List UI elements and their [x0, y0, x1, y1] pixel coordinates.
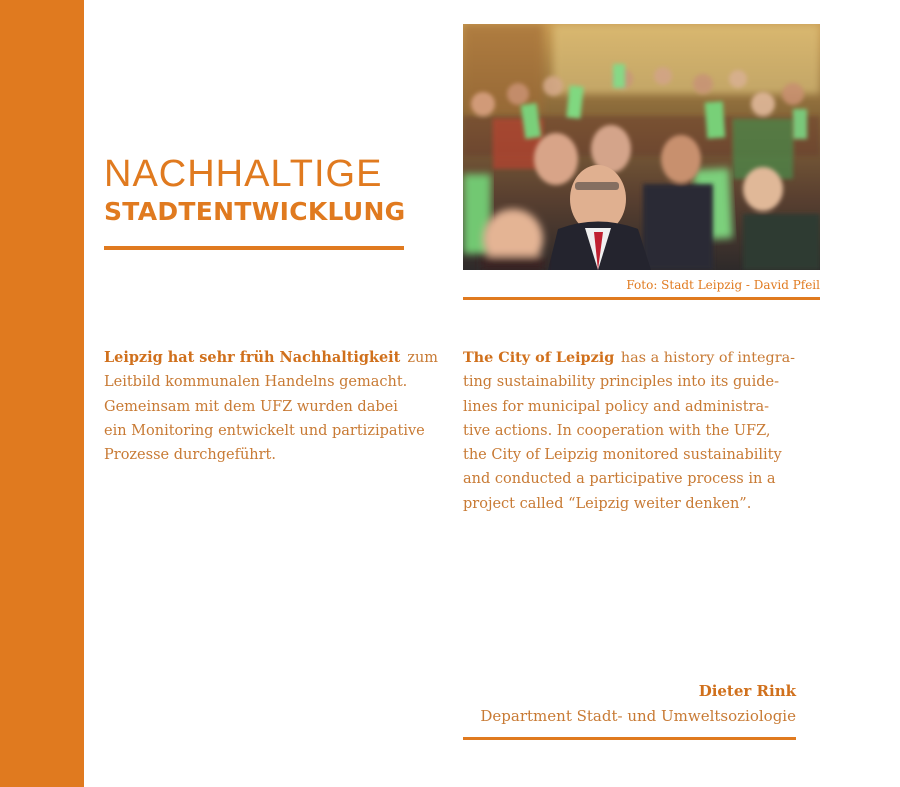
english-line-7: project called “Leipzig weiter denken”.	[463, 495, 752, 512]
author-department: Department Stadt- und Umweltsoziologie	[480, 707, 796, 725]
english-paragraph	[463, 346, 795, 516]
audience-photo-illustration	[463, 24, 820, 270]
english-line-1-rest: has a history of integra-	[620, 350, 795, 366]
photo-caption: Foto: Stadt Leipzig - David Pfeil	[626, 278, 820, 292]
audience-photo	[463, 24, 820, 270]
english-line-2: ting sustainability principles into its guide-	[463, 374, 780, 391]
author-rule	[463, 737, 796, 740]
german-line-3: Gemeinsam mit dem UFZ wurden dabei	[104, 398, 398, 415]
heading-rule	[104, 246, 404, 250]
english-line-4: tive actions. In cooperation with the UFZ,	[463, 422, 771, 439]
german-line-1	[104, 346, 438, 370]
english-line-1	[463, 346, 795, 370]
heading-line-2: STADTENTWICKLUNG	[104, 197, 406, 226]
author-name: Dieter Rink	[698, 682, 796, 700]
english-line-5: the City of Leipzig monitored sustainability	[463, 447, 782, 464]
english-lead: The City of Leipzig	[463, 350, 615, 366]
german-line-5: Prozesse durchgeführt.	[104, 447, 276, 464]
german-line-1-rest: zum	[407, 350, 438, 366]
english-line-3: lines for municipal policy and administra-	[463, 398, 769, 415]
english-line-6: and conducted a participative process in a	[463, 471, 776, 488]
heading-line-1: NACHHALTIGE	[104, 153, 383, 195]
german-paragraph	[104, 346, 438, 467]
orange-sidebar	[0, 0, 84, 787]
german-lead: Leipzig hat sehr früh Nachhaltigkeit	[104, 349, 401, 366]
german-line-4: ein Monitoring entwickelt und partizipative	[104, 422, 425, 439]
german-line-2: Leitbild kommunalen Handelns gemacht.	[104, 374, 408, 391]
photo-rule	[463, 297, 820, 300]
